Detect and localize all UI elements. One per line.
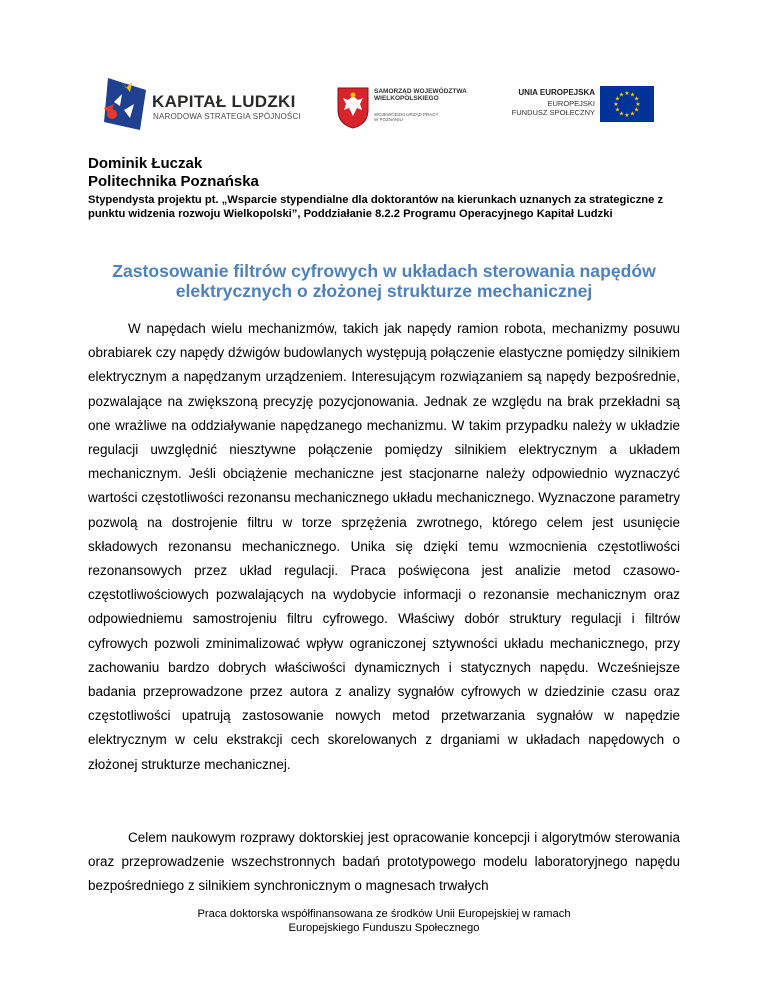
kapital-ludzki-subtitle: NARODOWA STRATEGIA SPÓJNOŚCI — [153, 112, 301, 121]
samorzad-logo — [336, 86, 466, 146]
body-paragraph-2: Celem naukowym rozprawy doktorskiej jest opracowanie koncepcji i algorytmów sterowania oraz przeprowadzenie wszechstronnych badań prototypowego modelu laboratoryjnego napędu bezpośredniego z silnikiem synchronicznym o magnesach trwałych — [88, 830, 680, 894]
unia-line1: UNIA EUROPEJSKA — [518, 88, 595, 97]
unia-europejska-logo — [492, 86, 662, 136]
eu-star-icon: ★ — [614, 96, 621, 103]
samorzad-line2: WIELKOPOLSKIEGO — [374, 95, 439, 102]
unia-line3: FUNDUSZ SPOŁECZNY — [511, 108, 595, 117]
eu-star-icon: ★ — [624, 91, 630, 97]
footer-line-2: Europejskiego Funduszu Społecznego — [288, 921, 480, 934]
eu-star-icon: ★ — [618, 111, 625, 118]
logo-bar — [0, 72, 768, 152]
eu-star-icon: ★ — [629, 111, 636, 118]
title-line-1: Zastosowanie filtrów cyfrowych w układach sterowania napędów — [112, 261, 656, 281]
eu-star-icon: ★ — [629, 92, 636, 99]
body-paragraph-1: W napędach wielu mechanizmów, takich jak napędy ramion robota, mechanizmy posuwu obrabiarek czy napędy dźwigów budowlanych występują połączenie elastyczne pomiędzy silnikiem elektrycznym a napędzanym urządzeniem. Interesującym rozwiązaniem są napędy bezpośrednie, pozwalające na zwiększoną precyzję pozycjonowania. Jednak ze względu na brak przekładni są one wrażliwe na oddziaływanie napędzanego mechanizmu. W takim przypadku należy w układzie regulacji uwzględnić niesztywne połączenie pomiędzy silnikiem elektrycznym a układem mechanicznym. Jeśli obciążenie mechaniczne jest stacjonarne należy odpowiednio wyznaczyć wartości częstotliwości rezonansu mechanicznego układu mechanicznego. Wyznaczone parametry pozwolą na dostrojenie filtru w torze sprzężenia zwrotnego, którego celem jest usunięcie składowych rezonansu mechanicznego. Unika się dzięki temu wzmocnienia częstotliwości rezonansowych przez układ regulacji. Praca poświęcona jest analizie metod czasowo-częstotliwościowych pozwalających na wydobycie informacji o rezonansie mechanicznym oraz odpowiedniemu samostrojeniu filtru cyfrowego. Właściwy dobór struktury regulacji i filtrów cyfrowych pozwoli zminimalizować wpływ ograniczonej sztywności układu mechanicznego, przy zachowaniu bardzo dobrych właściwości dynamicznych i statycznych napędu. Wcześniejsze badania przeprowadzone przez autora z analizy sygnałów cyfrowych w dziedzinie czasu oraz częstotliwości upatrują zastosowanie nowych metod przetwarzania sygnałów w napędzie elektrycznym w celu ekstrakcji cech skorelowanych z drganiami w układach napędowych o złożonej strukturze mechanicznej. — [88, 321, 680, 772]
document-title — [88, 261, 680, 301]
footer-line-1: Praca doktorska współfinansowana ze środków Unii Europejskiej w ramach — [197, 908, 571, 920]
eu-star-icon: ★ — [633, 96, 640, 103]
samorzad-line1: SAMORZĄD WOJEWÓDZTWA — [374, 88, 467, 95]
author-name: Dominik Łuczak — [88, 155, 203, 172]
title-line-2: elektrycznych o złożonej strukturze mechanicznej — [175, 281, 593, 301]
samorzad-line4: W POZNANIU — [374, 117, 403, 122]
kapital-ludzki-emblem-icon — [100, 72, 152, 138]
kapital-ludzki-logo — [100, 72, 300, 142]
kapital-ludzki-title: KAPITAŁ LUDZKI — [152, 92, 296, 111]
eu-star-icon: ★ — [618, 92, 625, 99]
scholarship-note: Stypendysta projektu pt. „Wsparcie stypendialne dla doktorantów na kierunkach uznanych za strategiczne z punktu widzenia rozwoju Wielkopolski”, Poddziałanie 8.2.2 Programu Operacyjnego Kapitał Ludzki — [88, 194, 664, 220]
wielkopolska-crest-icon — [336, 86, 370, 130]
eu-star-icon: ★ — [614, 107, 621, 114]
page-footer — [88, 908, 680, 935]
eu-flag-icon — [600, 86, 654, 122]
samorzad-line3: WOJEWÓDZKI URZĄD PRACY — [374, 112, 439, 117]
unia-line2: EUROPEJSKI — [547, 99, 595, 108]
eu-star-icon: ★ — [613, 102, 619, 108]
eu-star-icon: ★ — [635, 102, 641, 108]
eu-star-icon: ★ — [633, 107, 640, 114]
eu-star-icon: ★ — [624, 113, 630, 119]
university-name: Politechnika Poznańska — [88, 173, 259, 190]
